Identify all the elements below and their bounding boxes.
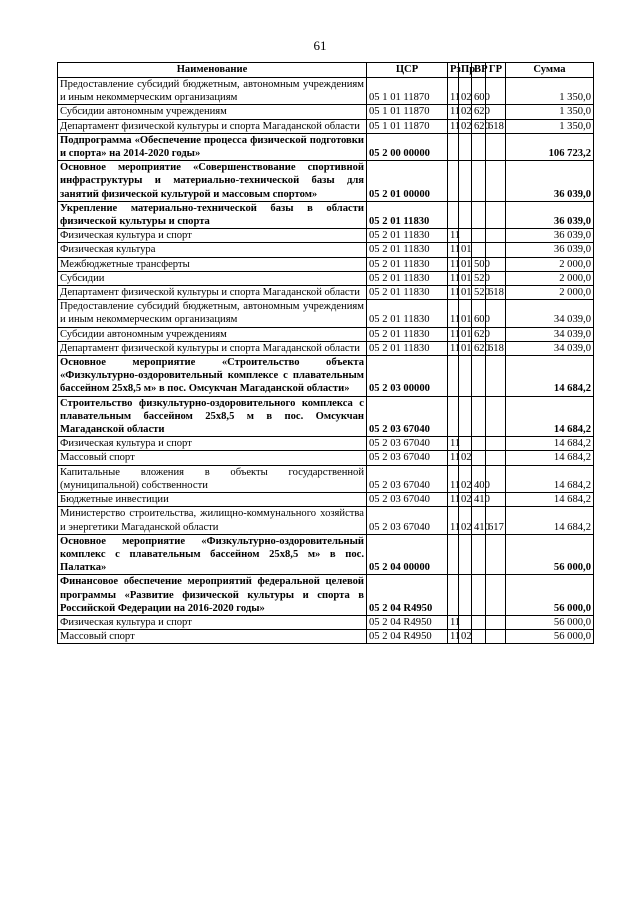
cell-sum: 2 000,0 — [506, 271, 594, 285]
cell-sum: 2 000,0 — [506, 257, 594, 271]
cell-vr: 620 — [472, 105, 486, 119]
page-number: 61 — [313, 38, 327, 53]
cell-vr: 500 — [472, 257, 486, 271]
cell-gr — [486, 201, 506, 228]
cell-sum: 14 684,2 — [506, 493, 594, 507]
cell-rz: 11 — [448, 465, 459, 492]
cell-vr — [472, 133, 486, 160]
table-row — [58, 78, 594, 105]
cell-name: Субсидии — [58, 271, 367, 285]
cell-csr: 05 2 03 67040 — [367, 493, 448, 507]
table-row — [58, 396, 594, 437]
table-row — [58, 534, 594, 575]
cell-csr: 05 2 01 11830 — [367, 257, 448, 271]
cell-sum: 14 684,2 — [506, 451, 594, 465]
table-row — [58, 201, 594, 228]
cell-name: Физическая культура и спорт — [58, 437, 367, 451]
cell-gr — [486, 630, 506, 644]
cell-vr — [472, 534, 486, 575]
cell-rz: 11 — [448, 119, 459, 133]
cell-csr: 05 2 01 11830 — [367, 229, 448, 243]
cell-name: Департамент физической культуры и спорта Магаданской области — [58, 119, 367, 133]
cell-name: Бюджетные инвестиции — [58, 493, 367, 507]
cell-csr: 05 2 04 R4950 — [367, 575, 448, 616]
cell-name: Субсидии автономным учреждениям — [58, 327, 367, 341]
cell-pr — [459, 396, 472, 437]
cell-pr — [459, 615, 472, 629]
cell-vr: 620 — [472, 327, 486, 341]
cell-name: Министерство строительства, жилищно-коммунального хозяйства и энергетики Магаданской области — [58, 507, 367, 534]
cell-csr: 05 2 03 67040 — [367, 437, 448, 451]
cell-csr: 05 2 04 R4950 — [367, 630, 448, 644]
cell-vr: 600 — [472, 300, 486, 327]
cell-vr — [472, 437, 486, 451]
cell-name: Предоставление субсидий бюджетным, автономным учреждениям и иным некоммерческим организациям — [58, 78, 367, 105]
cell-gr — [486, 615, 506, 629]
cell-csr: 05 1 01 11870 — [367, 78, 448, 105]
cell-rz: 11 — [448, 243, 459, 257]
cell-csr: 05 2 03 67040 — [367, 396, 448, 437]
cell-name: Физическая культура и спорт — [58, 229, 367, 243]
cell-sum: 56 000,0 — [506, 575, 594, 616]
cell-name: Физическая культура и спорт — [58, 615, 367, 629]
cell-vr — [472, 243, 486, 257]
cell-vr: 410 — [472, 507, 486, 534]
cell-sum: 1 350,0 — [506, 78, 594, 105]
cell-pr: 02 — [459, 451, 472, 465]
cell-sum: 36 039,0 — [506, 229, 594, 243]
cell-sum: 106 723,2 — [506, 133, 594, 160]
cell-name: Основное мероприятие «Строительство объекта «Физкультурно-оздоровительный комплексе с плавательным бассейном 25х8,5 м» в пос. Омсукчан Магаданской области» — [58, 356, 367, 397]
cell-name: Предоставление субсидий бюджетным, автономным учреждениям и иным некоммерческим организациям — [58, 300, 367, 327]
cell-csr: 05 2 01 11830 — [367, 201, 448, 228]
cell-gr: 618 — [486, 341, 506, 355]
table-row — [58, 133, 594, 160]
cell-pr: 01 — [459, 286, 472, 300]
cell-vr — [472, 575, 486, 616]
cell-gr — [486, 356, 506, 397]
cell-vr — [472, 451, 486, 465]
cell-pr: 01 — [459, 327, 472, 341]
cell-csr: 05 2 01 11830 — [367, 286, 448, 300]
header-csr: ЦСР — [367, 63, 448, 78]
cell-csr: 05 2 01 11830 — [367, 327, 448, 341]
cell-name: Капитальные вложения в объекты государственной (муниципальной) собственности — [58, 465, 367, 492]
cell-gr — [486, 243, 506, 257]
cell-vr: 620 — [472, 341, 486, 355]
cell-rz: 11 — [448, 451, 459, 465]
table-row — [58, 630, 594, 644]
cell-pr: 02 — [459, 119, 472, 133]
cell-name: Строительство физкультурно-оздоровительного комплекса с плавательным бассейном 25х8,5 м в пос. Омсукчан Магаданской области — [58, 396, 367, 437]
budget-table — [57, 62, 594, 644]
header-pr: Пр — [459, 63, 472, 78]
cell-rz — [448, 201, 459, 228]
cell-gr: 618 — [486, 286, 506, 300]
cell-name: Массовый спорт — [58, 451, 367, 465]
cell-csr: 05 1 01 11870 — [367, 105, 448, 119]
cell-rz — [448, 534, 459, 575]
table-row — [58, 575, 594, 616]
cell-sum: 14 684,2 — [506, 396, 594, 437]
cell-gr — [486, 396, 506, 437]
cell-gr — [486, 437, 506, 451]
cell-sum: 2 000,0 — [506, 286, 594, 300]
cell-name: Финансовое обеспечение мероприятий федеральной целевой программы «Развитие физической культуры и спорта в Российской Федерации на 2016-2020 годы» — [58, 575, 367, 616]
cell-sum: 14 684,2 — [506, 507, 594, 534]
cell-rz: 11 — [448, 341, 459, 355]
cell-name: Физическая культура — [58, 243, 367, 257]
table-row — [58, 229, 594, 243]
cell-rz — [448, 356, 459, 397]
cell-vr: 400 — [472, 465, 486, 492]
cell-gr — [486, 534, 506, 575]
cell-csr: 05 2 03 67040 — [367, 465, 448, 492]
cell-pr: 02 — [459, 105, 472, 119]
cell-pr — [459, 201, 472, 228]
cell-rz: 11 — [448, 615, 459, 629]
cell-csr: 05 2 01 11830 — [367, 271, 448, 285]
table-row — [58, 451, 594, 465]
cell-vr — [472, 396, 486, 437]
cell-vr: 600 — [472, 78, 486, 105]
cell-name: Массовый спорт — [58, 630, 367, 644]
cell-name: Субсидии автономным учреждениям — [58, 105, 367, 119]
cell-vr: 520 — [472, 271, 486, 285]
cell-pr — [459, 575, 472, 616]
table-header-row — [58, 63, 594, 78]
table-row — [58, 286, 594, 300]
cell-vr — [472, 229, 486, 243]
cell-name: Укрепление материально-технической базы в области физической культуры и спорта — [58, 201, 367, 228]
cell-rz: 11 — [448, 286, 459, 300]
table-row — [58, 341, 594, 355]
cell-pr — [459, 437, 472, 451]
header-gr: ГР — [486, 63, 506, 78]
cell-name: Основное мероприятие «Физкультурно-оздоровительный комплекс с плавательным бассейном 25х8,5 м» в пос. Палатка» — [58, 534, 367, 575]
cell-name: Основное мероприятие «Совершенствование спортивной инфраструктуры и материально-технической базы для занятий физической культурой и массовым спортом» — [58, 161, 367, 202]
cell-name: Департамент физической культуры и спорта Магаданской области — [58, 341, 367, 355]
cell-name: Департамент физической культуры и спорта Магаданской области — [58, 286, 367, 300]
table-row — [58, 257, 594, 271]
cell-name: Межбюджетные трансферты — [58, 257, 367, 271]
table-row — [58, 300, 594, 327]
cell-gr — [486, 161, 506, 202]
cell-sum: 14 684,2 — [506, 356, 594, 397]
cell-csr: 05 2 01 11830 — [367, 341, 448, 355]
cell-rz — [448, 575, 459, 616]
cell-rz: 11 — [448, 630, 459, 644]
table-row — [58, 161, 594, 202]
table-row — [58, 243, 594, 257]
table-body — [58, 78, 594, 644]
cell-sum: 14 684,2 — [506, 465, 594, 492]
header-name: Наименование — [58, 63, 367, 78]
cell-csr: 05 2 03 67040 — [367, 451, 448, 465]
cell-vr — [472, 630, 486, 644]
cell-name: Подпрограмма «Обеспечение процесса физической подготовки и спорта» на 2014-2020 годы» — [58, 133, 367, 160]
cell-sum: 1 350,0 — [506, 119, 594, 133]
cell-gr — [486, 133, 506, 160]
cell-csr: 05 1 01 11870 — [367, 119, 448, 133]
table-row — [58, 327, 594, 341]
cell-sum: 34 039,0 — [506, 341, 594, 355]
cell-pr — [459, 356, 472, 397]
cell-rz — [448, 396, 459, 437]
table-row — [58, 271, 594, 285]
cell-pr: 01 — [459, 257, 472, 271]
cell-gr — [486, 229, 506, 243]
cell-pr — [459, 161, 472, 202]
cell-rz: 11 — [448, 507, 459, 534]
cell-rz: 11 — [448, 300, 459, 327]
cell-csr: 05 2 01 00000 — [367, 161, 448, 202]
cell-pr: 01 — [459, 341, 472, 355]
cell-sum: 36 039,0 — [506, 161, 594, 202]
cell-csr: 05 2 00 00000 — [367, 133, 448, 160]
cell-pr — [459, 133, 472, 160]
cell-pr: 01 — [459, 243, 472, 257]
cell-rz — [448, 133, 459, 160]
cell-vr: 410 — [472, 493, 486, 507]
cell-gr: 617 — [486, 507, 506, 534]
table-row — [58, 465, 594, 492]
cell-gr — [486, 451, 506, 465]
table-row — [58, 105, 594, 119]
header-vr: ВР — [472, 63, 486, 78]
cell-sum: 34 039,0 — [506, 327, 594, 341]
cell-rz: 11 — [448, 105, 459, 119]
header-sum: Сумма — [506, 63, 594, 78]
cell-csr: 05 2 04 00000 — [367, 534, 448, 575]
cell-gr: 618 — [486, 119, 506, 133]
cell-pr: 02 — [459, 507, 472, 534]
cell-vr — [472, 356, 486, 397]
cell-sum: 36 039,0 — [506, 243, 594, 257]
cell-pr: 01 — [459, 300, 472, 327]
cell-pr — [459, 534, 472, 575]
cell-rz: 11 — [448, 437, 459, 451]
cell-pr: 02 — [459, 465, 472, 492]
cell-rz: 11 — [448, 78, 459, 105]
table-row — [58, 437, 594, 451]
table-row — [58, 119, 594, 133]
cell-rz: 11 — [448, 229, 459, 243]
cell-sum: 1 350,0 — [506, 105, 594, 119]
cell-pr: 02 — [459, 78, 472, 105]
cell-csr: 05 2 03 67040 — [367, 507, 448, 534]
cell-csr: 05 2 01 11830 — [367, 300, 448, 327]
cell-pr: 02 — [459, 493, 472, 507]
cell-sum: 56 000,0 — [506, 630, 594, 644]
cell-sum: 36 039,0 — [506, 201, 594, 228]
table-row — [58, 615, 594, 629]
cell-sum: 14 684,2 — [506, 437, 594, 451]
table-row — [58, 356, 594, 397]
cell-sum: 56 000,0 — [506, 534, 594, 575]
cell-pr: 02 — [459, 630, 472, 644]
cell-sum: 56 000,0 — [506, 615, 594, 629]
cell-vr — [472, 161, 486, 202]
cell-vr — [472, 201, 486, 228]
cell-csr: 05 2 04 R4950 — [367, 615, 448, 629]
table-row — [58, 493, 594, 507]
cell-csr: 05 2 03 00000 — [367, 356, 448, 397]
cell-pr — [459, 229, 472, 243]
cell-csr: 05 2 01 11830 — [367, 243, 448, 257]
header-rz: Рз — [448, 63, 459, 78]
cell-vr — [472, 615, 486, 629]
cell-rz — [448, 161, 459, 202]
table-row — [58, 507, 594, 534]
cell-vr: 520 — [472, 286, 486, 300]
cell-vr: 620 — [472, 119, 486, 133]
cell-rz: 11 — [448, 327, 459, 341]
cell-sum: 34 039,0 — [506, 300, 594, 327]
cell-gr — [486, 575, 506, 616]
cell-rz: 11 — [448, 257, 459, 271]
cell-pr: 01 — [459, 271, 472, 285]
cell-rz: 11 — [448, 271, 459, 285]
cell-rz: 11 — [448, 493, 459, 507]
